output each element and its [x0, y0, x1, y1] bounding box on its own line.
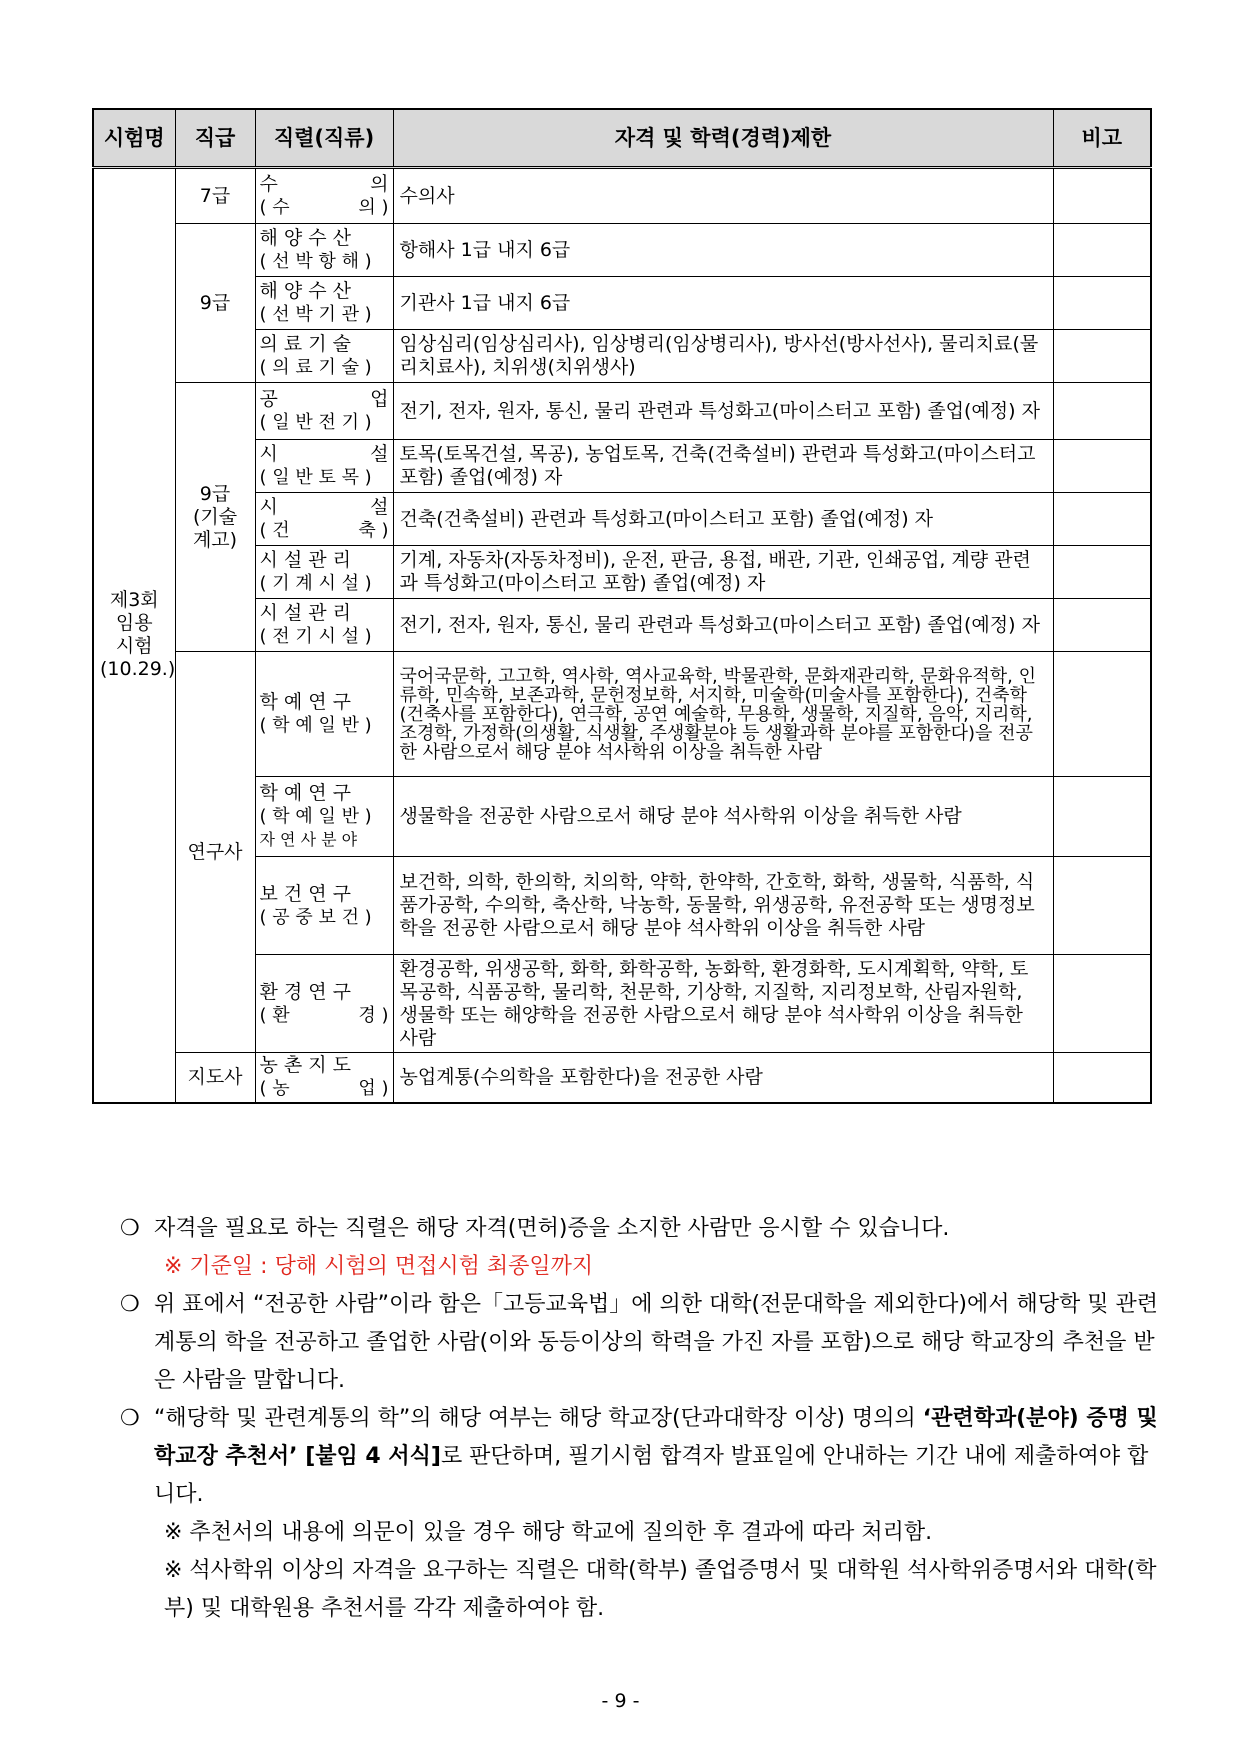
job-line: 보 건 연 구: [259, 882, 352, 905]
job-series-cell: [255, 652, 393, 777]
job-series-cell: [255, 224, 393, 277]
requirement-cell: 보건학, 의학, 한의학, 치의학, 약학, 한약학, 간호학, 화학, 생물학, 식품학, 식품가공학, 수의학, 축산학, 낙농학, 동물학, 위생공학, 유전공학 또는 생명정보학을 전공한 사람으로서 해당 분야 석사학위 이상을 취득한 사람: [393, 857, 1053, 955]
job-line: 시: [259, 496, 278, 518]
exam-name-line: 시험: [115, 635, 153, 658]
job-line: 업: [370, 388, 389, 410]
table-row: [93, 652, 1151, 777]
job-series-cell: [255, 777, 393, 857]
note-item: [120, 1400, 1160, 1514]
job-line: 시 설 관 리: [259, 549, 352, 571]
note-item: [120, 1286, 1160, 1400]
remarks-cell: [1053, 330, 1151, 383]
grade-cell: [175, 383, 255, 652]
requirement-cell: 건축(건축설비) 관련과 특성화고(마이스터고 포함) 졸업(예정) 자: [393, 493, 1053, 546]
requirement-cell: 환경공학, 위생공학, 화학, 화학공학, 농화학, 환경화학, 도시계획학, 약학, 토목공학, 식품공학, 물리학, 천문학, 기상학, 지질학, 지리정보학, 산림자원학, 생물학 또는 해양학을 전공한 사람으로서 해당 분야 석사학위 이상을 취득한 사람: [393, 955, 1053, 1053]
header-requirements: 자격 및 학력(경력)제한: [393, 109, 1053, 168]
table-header-row: [93, 109, 1151, 168]
circle-bullet-icon: ❍: [120, 1292, 140, 1317]
job-line: 해 양 수 산: [259, 280, 352, 302]
job-line: 업 ): [358, 1078, 389, 1100]
grade-cell: 지도사: [175, 1053, 255, 1103]
requirement-cell: 기관사 1급 내지 6급: [393, 277, 1053, 330]
header-series: 직렬(직류): [255, 109, 393, 168]
job-line: ( 기 계 시 설 ): [259, 573, 372, 594]
notes-section: [120, 1210, 1160, 1628]
header-exam: 시험명: [93, 109, 175, 168]
job-line: 설: [370, 443, 389, 465]
remarks-cell: [1053, 1053, 1151, 1103]
table-row: [93, 224, 1151, 277]
job-line: ( 일 반 전 기 ): [259, 412, 372, 433]
remarks-cell: [1053, 277, 1151, 330]
document-page: [92, 108, 1150, 1104]
note-sub-item: ※ 추천서의 내용에 의문이 있을 경우 해당 학교에 질의한 후 결과에 따라 처리함.: [164, 1520, 933, 1545]
job-line: ( 학 예 일 반 ): [259, 715, 372, 736]
table-row: [93, 168, 1151, 224]
note-text: “해당학 및 관련계통의 학”의 해당 여부는 해당 학교장(단과대학장 이상) 명의의: [154, 1406, 916, 1431]
job-line: ( 일 반 토 목 ): [259, 467, 372, 488]
job-line: 의 ): [358, 197, 389, 218]
grade-line: (기술: [192, 505, 238, 528]
job-line: ( 건: [259, 520, 290, 541]
job-line: ( 환: [259, 1004, 290, 1026]
job-line: 해 양 수 산: [259, 227, 352, 249]
exam-name-line: (10.29.): [100, 658, 176, 681]
job-line: ( 농: [259, 1078, 290, 1100]
requirement-cell: 생물학을 전공한 사람으로서 해당 분야 석사학위 이상을 취득한 사람: [393, 777, 1053, 857]
job-line: ( 선 박 기 관 ): [259, 304, 372, 325]
requirement-cell: 수의사: [393, 168, 1053, 224]
requirement-cell: 국어국문학, 고고학, 역사학, 역사교육학, 박물관학, 문화재관리학, 문화유적학, 인류학, 민속학, 보존과학, 문헌정보학, 서지학, 미술학(미술사를 포함한다), 건축학(건축사를 포함한다), 연극학, 공연 예술학, 무용학, 생물학, 지질학, 음악, 지리학, 조경학, 가정학(의생활, 식생활, 주생활분야 등 생활과학 분야를 포함한다)을 전공한 사람으로서 해당 분야 석사학위 이상을 취득한 사람: [393, 652, 1053, 777]
job-line: ( 선 박 항 해 ): [259, 251, 372, 272]
grade-cell: 7급: [175, 168, 255, 224]
job-line: 의: [370, 173, 389, 195]
job-series-cell: [255, 546, 393, 599]
job-line: 시: [259, 443, 278, 465]
circle-bullet-icon: ❍: [120, 1216, 140, 1241]
job-line: 농 촌 지 도: [259, 1054, 352, 1077]
note-text: 로 판단하며, 필기시험 합격자 발표일에 안내하는 기간 내에 제출하여야 합니다.: [154, 1444, 1149, 1507]
exam-name-cell: [93, 168, 175, 1103]
grade-cell: 연구사: [175, 652, 255, 1053]
job-line: ( 학 예 일 반 ): [259, 806, 372, 827]
job-series-cell: [255, 599, 393, 652]
job-line: 시 설 관 리: [259, 602, 352, 624]
page-number: - 9 -: [601, 1690, 640, 1712]
circle-bullet-icon: ❍: [120, 1406, 140, 1431]
job-series-cell: [255, 857, 393, 955]
remarks-cell: [1053, 546, 1151, 599]
remarks-cell: [1053, 599, 1151, 652]
job-series-cell: [255, 383, 393, 440]
grade-line: 9급: [199, 482, 231, 505]
job-line: ( 수: [259, 197, 290, 218]
header-remarks: 비고: [1053, 109, 1151, 168]
job-series-cell: [255, 330, 393, 383]
job-series-cell: [255, 1053, 393, 1103]
job-line: 자 연 사 분 야: [259, 830, 358, 849]
remarks-cell: [1053, 955, 1151, 1053]
remarks-cell: [1053, 224, 1151, 277]
exam-name-line: 임용: [115, 612, 153, 635]
job-series-cell: [255, 493, 393, 546]
job-line: 설: [370, 496, 389, 518]
exam-name-line: 제3회: [109, 589, 159, 612]
requirement-cell: 전기, 전자, 원자, 통신, 물리 관련과 특성화고(마이스터고 포함) 졸업(예정) 자: [393, 383, 1053, 440]
job-line: 수: [259, 173, 278, 195]
remarks-cell: [1053, 168, 1151, 224]
remarks-cell: [1053, 652, 1151, 777]
note-emphasis: ‘관련학과(분야) 증명 및 학교장 추천서’ [붙임 4 서식]: [154, 1406, 1158, 1469]
table-row: [93, 1053, 1151, 1103]
job-line: 환 경 연 구: [259, 980, 352, 1003]
job-line: 학 예 연 구: [259, 691, 352, 713]
note-sub-item: ※ 기준일 : 당해 시험의 면접시험 최종일까지: [164, 1254, 594, 1279]
requirement-cell: 토목(토목건설, 목공), 농업토목, 건축(건축설비) 관련과 특성화고(마이스터고 포함) 졸업(예정) 자: [393, 440, 1053, 493]
job-line: 의 료 기 술: [259, 333, 352, 355]
job-series-cell: [255, 955, 393, 1053]
remarks-cell: [1053, 440, 1151, 493]
remarks-cell: [1053, 383, 1151, 440]
requirement-cell: 전기, 전자, 원자, 통신, 물리 관련과 특성화고(마이스터고 포함) 졸업(예정) 자: [393, 599, 1053, 652]
requirement-cell: 항해사 1급 내지 6급: [393, 224, 1053, 277]
requirement-cell: 임상심리(임상심리사), 임상병리(임상병리사), 방사선(방사선사), 물리치료(물리치료사), 치위생(치위생사): [393, 330, 1053, 383]
job-line: 학 예 연 구: [259, 782, 352, 804]
grade-line: 계고): [192, 528, 238, 551]
remarks-cell: [1053, 777, 1151, 857]
note-item: [120, 1210, 1160, 1248]
job-series-cell: [255, 440, 393, 493]
job-line: ( 공 중 보 건 ): [259, 906, 372, 928]
job-line: 경 ): [358, 1004, 389, 1026]
job-series-cell: [255, 277, 393, 330]
requirement-cell: 기계, 자동차(자동차정비), 운전, 판금, 용접, 배관, 기관, 인쇄공업, 계량 관련과 특성화고(마이스터고 포함) 졸업(예정) 자: [393, 546, 1053, 599]
qualification-table: [92, 108, 1152, 1104]
table-row: [93, 383, 1151, 440]
job-line: 공: [259, 388, 278, 410]
grade-cell: 9급: [175, 224, 255, 383]
note-sub-item: ※ 석사학위 이상의 자격을 요구하는 직렬은 대학(학부) 졸업증명서 및 대학원 석사학위증명서와 대학(학부) 및 대학원용 추천서를 각각 제출하여야 함.: [164, 1558, 1157, 1621]
job-line: ( 의 료 기 술 ): [259, 357, 372, 378]
job-line: 축 ): [358, 520, 389, 541]
note-text: 위 표에서 “전공한 사람”이라 함은「고등교육법」에 의한 대학(전문대학을 제외한다)에서 해당학 및 관련계통의 학을 전공하고 졸업한 사람(이와 동등이상의 학력을 가진 자를 포함)으로 해당 학교장의 추천을 받은 사람을 말합니다.: [154, 1292, 1158, 1393]
note-text: 자격을 필요로 하는 직렬은 해당 자격(면허)증을 소지한 사람만 응시할 수 있습니다.: [154, 1216, 950, 1241]
job-line: ( 전 기 시 설 ): [259, 626, 372, 647]
remarks-cell: [1053, 493, 1151, 546]
requirement-cell: 농업계통(수의학을 포함한다)을 전공한 사람: [393, 1053, 1053, 1103]
remarks-cell: [1053, 857, 1151, 955]
job-series-cell: [255, 168, 393, 224]
header-grade: 직급: [175, 109, 255, 168]
